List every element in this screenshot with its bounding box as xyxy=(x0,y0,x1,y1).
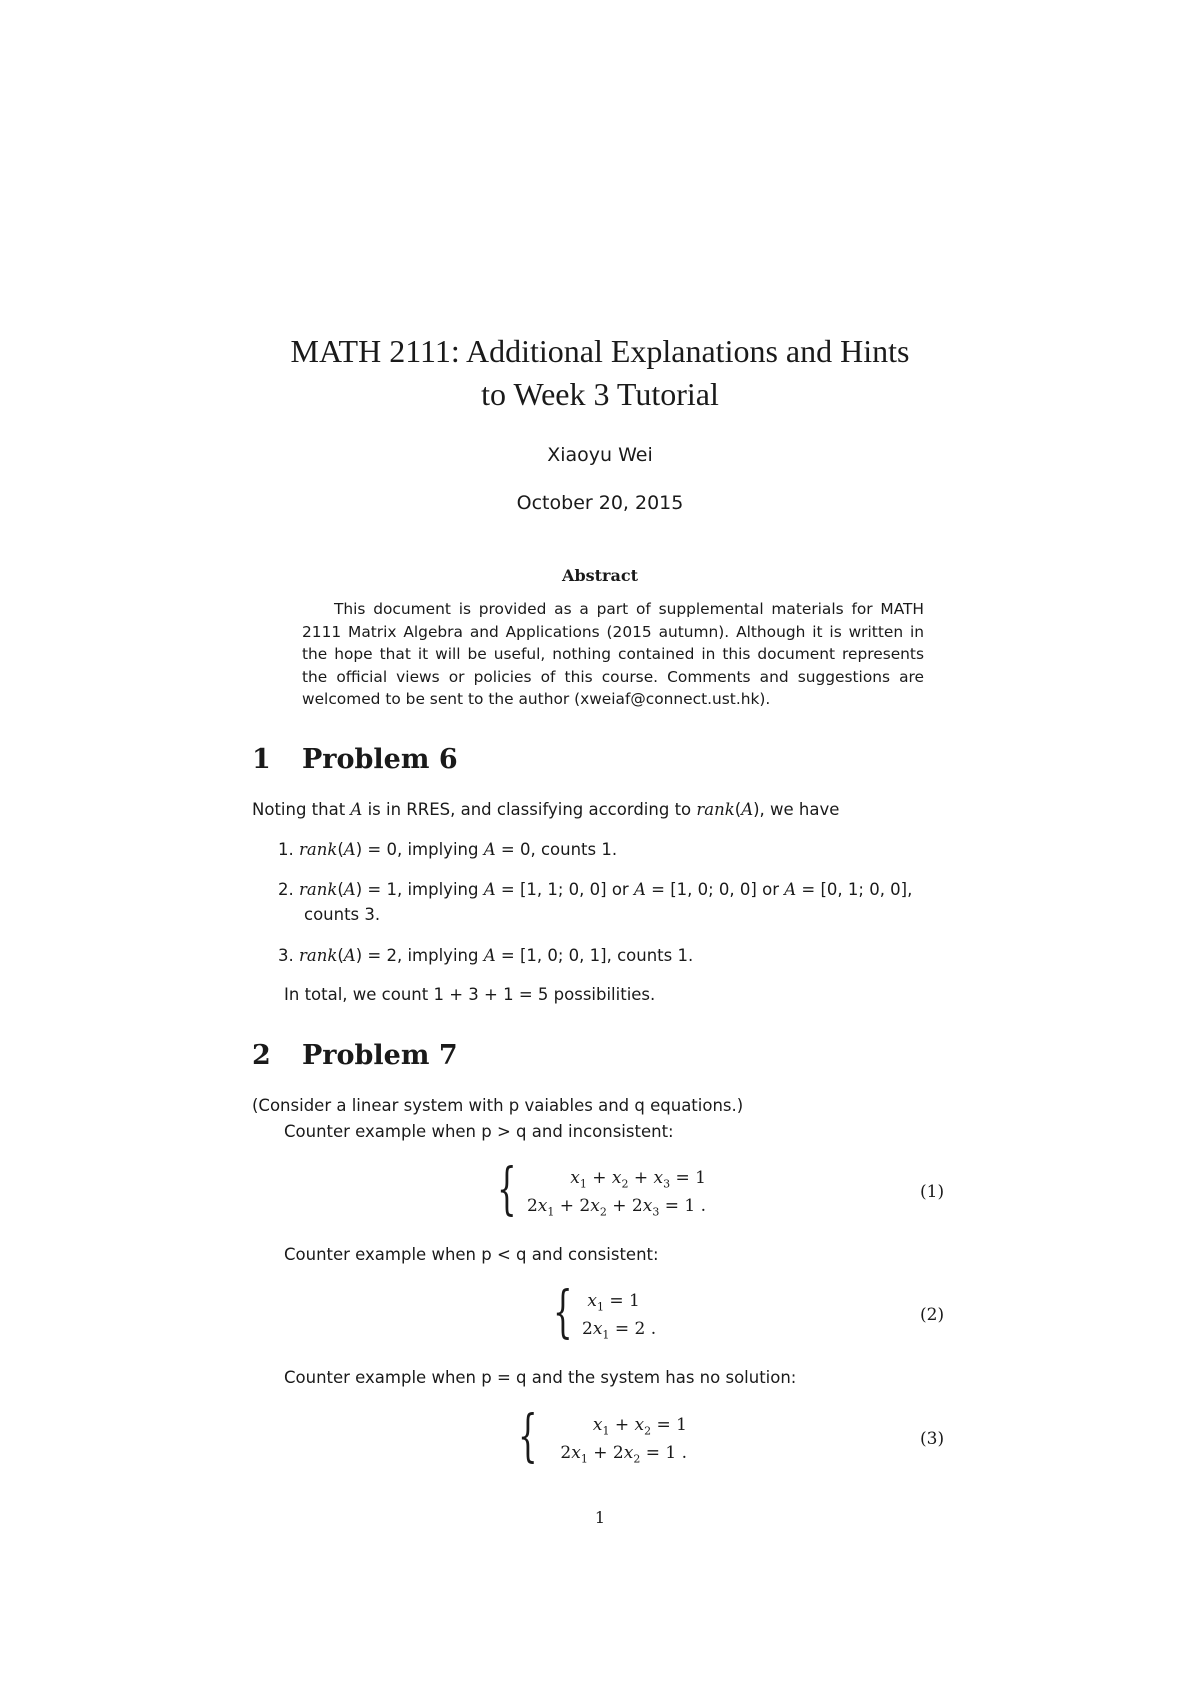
document-title-line-1: MATH 2111: Additional Explanations and Hints xyxy=(290,333,910,369)
section-1-heading xyxy=(252,744,458,775)
list-item: 1. rank(A) = 0, implying A = 0, counts 1. xyxy=(278,840,618,859)
intro-text: , we have xyxy=(759,800,840,819)
case-text-3: Counter example when p = q and the system has no solution: xyxy=(284,1368,797,1387)
intro-text: is in RRES, and classifying according to xyxy=(362,800,697,819)
list-item: 3. rank(A) = 2, implying A = [1, 0; 0, 1], counts 1. xyxy=(278,946,694,965)
intro-text: Noting that xyxy=(252,800,351,819)
abstract-text xyxy=(302,598,924,711)
list-tail: , counts 1. xyxy=(606,946,694,965)
list-marker: 2. xyxy=(278,880,294,899)
section-number: 1 xyxy=(252,744,271,775)
equation-1-line-2: $2x_1 + 2x_2 + 2x_3 = 1$ . xyxy=(526,1196,706,1219)
equation-3-line-2: $2x_1 + 2x_2 = 1$ . xyxy=(560,1443,687,1466)
equation-2-line-1: $x_1 = 1$ xyxy=(587,1291,640,1314)
section-title: Problem 6 xyxy=(302,744,458,775)
left-brace: { xyxy=(518,1404,538,1469)
equation-2-line-2: $2x_1 = 2$ . xyxy=(582,1319,657,1342)
case-text-2: Counter example when p < q and consistent: xyxy=(284,1245,659,1264)
equation-number: (3) xyxy=(920,1429,945,1449)
author: Xiaoyu Wei xyxy=(547,444,653,466)
document-title-line-2: to Week 3 Tutorial xyxy=(481,376,719,412)
left-brace: { xyxy=(497,1157,517,1222)
case-text-1: Counter example when p > q and inconsistent: xyxy=(284,1122,674,1141)
list-marker: 3. xyxy=(278,946,294,965)
page-number: 1 xyxy=(594,1508,606,1527)
equation-3-line-1: $x_1 + x_2 = 1$ xyxy=(592,1415,687,1438)
section-number: 2 xyxy=(252,1040,271,1071)
equation-number: (1) xyxy=(920,1182,945,1202)
abstract-body: This document is provided as a part of supplemental materials for MATH 2111 Matrix Algebra and Applications (2015 autumn). Although it is written in the hope that it will be useful, nothing contained in this document represents the official views or policies of this course. Comments and suggestions are welcomed to be sent to the author (xweiaf@connect.ust.hk). xyxy=(302,600,924,708)
left-brace: { xyxy=(553,1280,573,1345)
total-count: In total, we count 1 + 3 + 1 = 5 possibilities. xyxy=(284,985,656,1004)
section-2-intro: (Consider a linear system with p vaiables and q equations.) xyxy=(252,1096,744,1115)
date: October 20, 2015 xyxy=(516,492,684,514)
list-tail: , xyxy=(907,880,913,899)
section-1-intro: Noting that A is in RRES, and classifying according to rank(A), we have xyxy=(252,800,840,819)
equation-1-line-1: $x_1 + x_2 + x_3 = 1$ xyxy=(570,1168,706,1191)
list-item: 2. rank(A) = 1, implying A = [1, 1; 0, 0] or A = [1, 0; 0, 0] or A = [0, 1; 0, 0], xyxy=(278,880,913,899)
list-item-continuation: counts 3. xyxy=(304,905,381,924)
list-tail: , counts 1. xyxy=(530,840,618,859)
list-marker: 1. xyxy=(278,840,294,859)
section-2-heading xyxy=(252,1040,458,1071)
abstract-heading: Abstract xyxy=(562,566,638,585)
section-title: Problem 7 xyxy=(302,1040,458,1071)
equation-number: (2) xyxy=(920,1305,945,1325)
